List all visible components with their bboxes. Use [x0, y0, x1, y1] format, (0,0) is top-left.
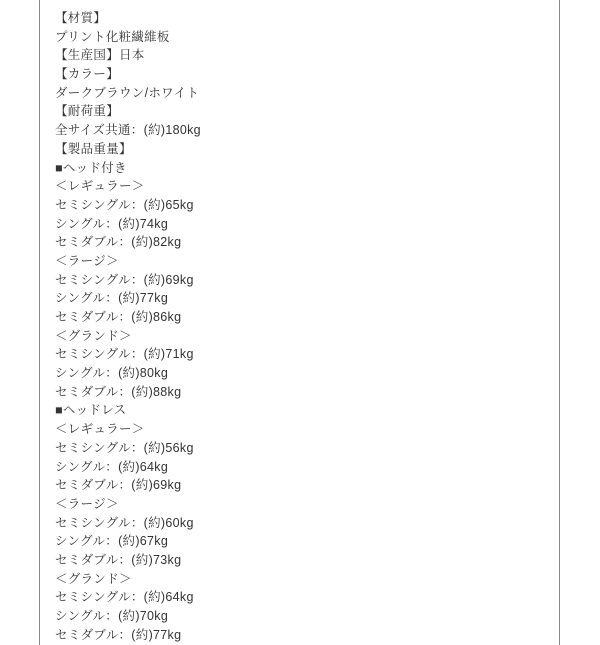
- spec-line: セミダブル：(約)88kg: [55, 384, 182, 399]
- spec-line: シングル：(約)77kg: [55, 291, 169, 306]
- spec-line: プリント化粧繊維板: [55, 29, 170, 44]
- spec-line: ＜グランド＞: [55, 328, 132, 343]
- spec-line: ■ヘッド付き: [55, 160, 127, 175]
- spec-line: セミシングル：(約)64kg: [55, 590, 194, 605]
- product-spec-panel: [39, 0, 560, 645]
- spec-line: セミシングル：(約)71kg: [55, 347, 194, 362]
- spec-line: ＜レギュラー＞: [55, 179, 145, 194]
- spec-line: セミシングル：(約)69kg: [55, 272, 194, 287]
- spec-line: シングル：(約)67kg: [55, 534, 169, 549]
- spec-line: セミダブル：(約)69kg: [55, 478, 182, 493]
- spec-line: ＜ラージ＞: [55, 253, 119, 268]
- spec-line: セミダブル：(約)73kg: [55, 552, 182, 567]
- spec-line: セミシングル：(約)65kg: [55, 197, 194, 212]
- spec-line: 【生産国】日本: [55, 48, 145, 63]
- spec-line: ＜グランド＞: [55, 571, 132, 586]
- spec-line: シングル：(約)74kg: [55, 216, 169, 231]
- spec-line: 全サイズ共通：(約)180kg: [55, 123, 201, 138]
- spec-line: 【材質】: [55, 11, 107, 25]
- spec-line: セミダブル：(約)86kg: [55, 310, 182, 324]
- spec-line: セミシングル：(約)56kg: [55, 440, 194, 455]
- spec-line: シングル：(約)64kg: [55, 459, 169, 474]
- spec-line: ■ヘッドレス: [55, 403, 127, 418]
- spec-line: シングル：(約)70kg: [55, 609, 169, 623]
- spec-line: 【製品重量】: [55, 141, 132, 156]
- spec-line: セミシングル：(約)60kg: [55, 515, 194, 530]
- spec-line: 【カラー】: [55, 67, 120, 82]
- product-spec-text-block: [40, 0, 559, 644]
- spec-line: ダークブラウン/ホワイト: [55, 85, 200, 100]
- spec-line: セミダブル：(約)77kg: [55, 627, 182, 642]
- spec-line: シングル：(約)80kg: [55, 366, 169, 381]
- spec-line: ＜ラージ＞: [55, 496, 119, 511]
- spec-line: 【耐荷重】: [55, 104, 120, 119]
- spec-line: セミダブル：(約)82kg: [55, 235, 182, 250]
- spec-line: ＜レギュラー＞: [55, 422, 145, 437]
